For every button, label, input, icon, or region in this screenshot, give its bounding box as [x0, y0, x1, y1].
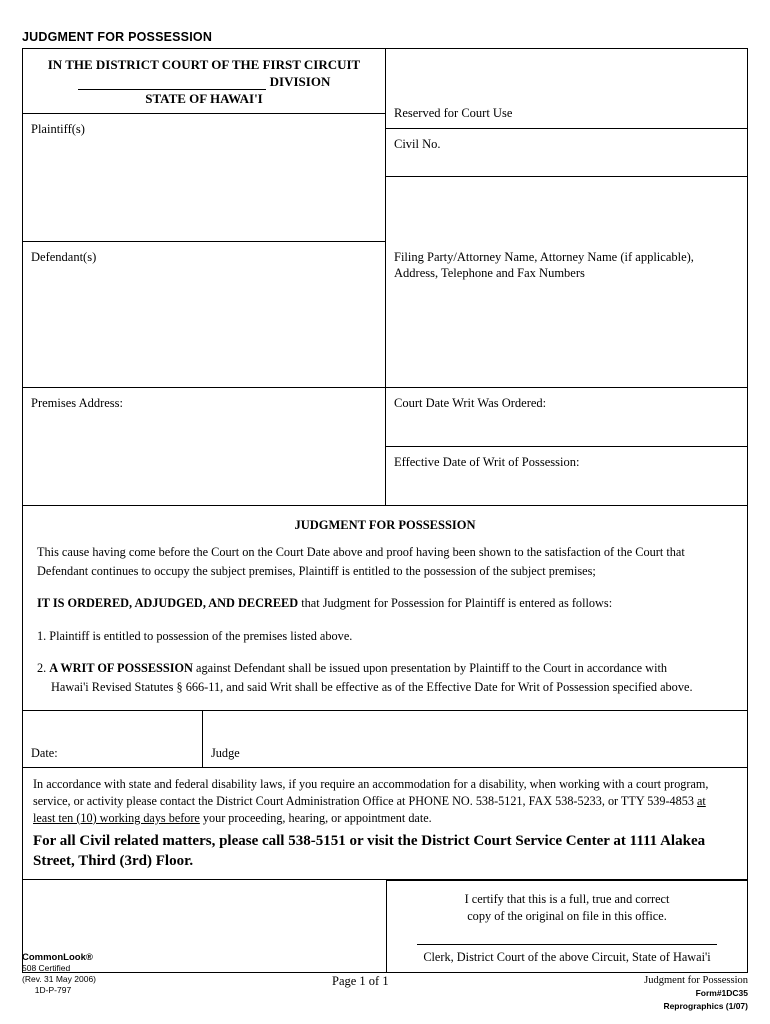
defendant-row: [23, 242, 747, 388]
civil-matters-line-2: Street, Third (3rd) Floor.: [33, 853, 194, 869]
ada-underline-1: at: [696, 794, 706, 808]
certification-line-1: I certify that this is a full, true and correct: [464, 892, 670, 906]
ada-underline-2: least ten (10) working days before: [33, 811, 200, 825]
ordered-rest: that Judgment for Possession for Plaintiff is entered as follows:: [298, 596, 613, 610]
reserved-for-court-use: [386, 49, 747, 129]
certification-row: [23, 880, 747, 972]
filing-party-line-2: Address, Telephone and Fax Numbers: [394, 266, 585, 280]
filing-party-line-1: Filing Party/Attorney Name, Attorney Name (if applicable),: [394, 250, 694, 264]
court-date-label: Court Date Writ Was Ordered:: [394, 396, 547, 410]
judgment-item-2: [37, 659, 733, 696]
footer-right-block: [644, 974, 748, 1013]
effective-date-label: Effective Date of Writ of Possession:: [394, 455, 580, 469]
ada-line-1: In accordance with state and federal disability laws, if you require an accommodation for a disability, when working with a court program,: [33, 777, 709, 791]
508-certified-label: 508 Certified: [22, 963, 71, 973]
form-code-label: 1D-P-797: [34, 985, 72, 995]
ada-line-2: service, or activity please contact the District Court Administration Office at PHONE NO. 538-5121, FAX 538-5233, or TTY 539-4853: [33, 794, 697, 808]
certification-line-2: copy of the original on file in this office.: [467, 909, 667, 923]
division-blank-line[interactable]: [78, 76, 266, 90]
reserved-label: Reserved for Court Use: [394, 106, 513, 120]
effective-date-writ-field[interactable]: [386, 447, 747, 506]
court-caption-box: [23, 49, 386, 114]
clerk-signature-label: Clerk, District Court of the above Circuit, State of Hawai'i: [423, 950, 711, 964]
footer-reprographics: Reprographics (1/07): [663, 1001, 748, 1011]
filing-party-field[interactable]: [386, 242, 747, 388]
ada-notice: [23, 768, 747, 880]
civil-matters-line-1: For all Civil related matters, please call 538-5151 or visit the District Court Service Center at 1111 Alakea: [33, 833, 706, 849]
caption-division-label: DIVISION: [269, 74, 331, 89]
item-2-rest: against Defendant shall be issued upon presentation by Plaintiff to the Court in accordance with: [192, 661, 668, 675]
judge-signature-field[interactable]: [203, 711, 747, 767]
civil-number-field[interactable]: [386, 129, 747, 177]
caption-line-1: IN THE DISTRICT COURT OF THE FIRST CIRCUIT: [47, 57, 361, 72]
premises-row: [23, 388, 747, 506]
defendant-label: Defendant(s): [31, 250, 97, 264]
date-signature-field[interactable]: [23, 711, 203, 767]
judgment-paragraph-1: This cause having come before the Court on the Court Date above and proof having been shown to the satisfaction of the Court that Defendant continues to occupy the subject premises, Plaintiff is entitled to the possession of the subject premises;: [37, 545, 685, 578]
judgment-heading: JUDGMENT FOR POSSESSION: [294, 518, 476, 532]
signature-row: [23, 711, 747, 768]
dates-column: [386, 388, 747, 506]
judgment-paragraph-2: [37, 594, 733, 613]
premises-address-label: Premises Address:: [31, 396, 124, 410]
civil-no-label: Civil No.: [394, 137, 441, 151]
judgment-body-section: [23, 506, 747, 711]
caption-left-column: [23, 49, 386, 242]
page-title: JUDGMENT FOR POSSESSION: [22, 30, 213, 44]
certification-block: [386, 880, 747, 972]
defendant-field[interactable]: [23, 242, 386, 388]
judge-label: Judge: [211, 746, 240, 760]
revision-label: (Rev. 31 May 2006): [22, 974, 97, 984]
caption-line-3: STATE OF HAWAI'I: [145, 91, 263, 106]
court-date-writ-ordered-field[interactable]: [386, 388, 747, 447]
judgment-item-1: 1. Plaintiff is entitled to possession of the premises listed above.: [37, 628, 353, 643]
premises-address-field[interactable]: [23, 388, 386, 506]
writ-of-possession-bold: A WRIT OF POSSESSION: [49, 661, 193, 675]
judgment-form: [22, 48, 748, 973]
plaintiff-label: Plaintiff(s): [31, 122, 85, 136]
item-2-line-2: Hawai'i Revised Statutes § 666-11, and said Writ shall be effective as of the Effective Date for Writ of Possession specified above.: [51, 679, 693, 694]
footer-form-number: Form#1DC35: [695, 988, 748, 998]
caption-line-2: [31, 73, 377, 90]
ordered-adjudged-decreed: IT IS ORDERED, ADJUDGED, AND DECREED: [37, 596, 299, 610]
page-number: Page 1 of 1: [332, 974, 389, 988]
clerk-signature-line[interactable]: [417, 943, 717, 945]
judgment-text: [23, 543, 747, 696]
civil-matters-notice: [33, 831, 737, 871]
ada-line-3-rest: your proceeding, hearing, or appointment date.: [199, 811, 432, 825]
caption-right-column: [386, 49, 747, 242]
commonlook-logo: CommonLook®: [22, 952, 93, 963]
date-label: Date:: [31, 746, 58, 760]
footer-doc-title: Judgment for Possession: [644, 975, 748, 986]
caption-row: [23, 49, 747, 242]
plaintiff-field[interactable]: [23, 114, 386, 242]
footer-left-block: [22, 952, 96, 996]
item-2-number: 2.: [37, 661, 50, 675]
